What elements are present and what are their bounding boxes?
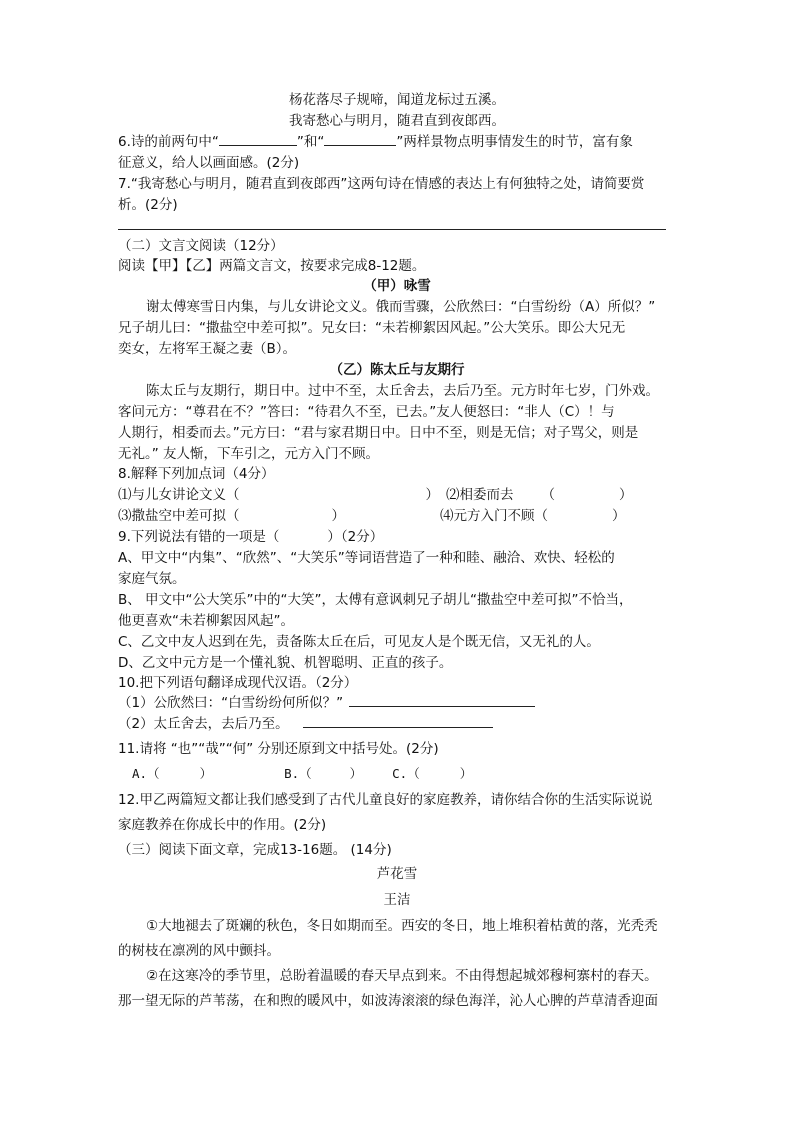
question-12-line-1: 12.甲乙两篇短文都让我们感受到了古代儿童良好的家庭教养，请你结合你的生活实际说说 (118, 792, 653, 808)
section-2-heading: （二）文言文阅读（12分） (118, 238, 284, 254)
question-8-item-3: ⑶撒盐空中差可拟（ ） (118, 508, 345, 524)
answer-blank[interactable] (349, 693, 535, 707)
section-3-heading: （三）阅读下面文章，完成13-16题。 (14分) (118, 842, 392, 858)
section-2-intro: 阅读【甲】【乙】两篇文言文，按要求完成8-12题。 (118, 258, 426, 274)
text-yi-line-1: 陈太丘与友期行，期日中。过中不至，太丘舍去，去后乃至。元方时年七岁，门外戏。 (146, 383, 659, 399)
question-9-title: 9.下列说法有错的一项是（ ）（2分） (118, 529, 384, 545)
poem-line-3: 杨花落尽子规啼，闻道龙标过五溪。 (289, 92, 505, 108)
question-8-item-2: ⑵相委而去 （ ） (446, 487, 633, 503)
text-jia-line-2: 兄子胡儿曰：“撒盐空中差可拟”。兄女曰：“未若柳絮因风起。”公大笑乐。即公大兄无 (118, 320, 626, 336)
text-yi-line-4: 无礼。” 友人惭，下车引之，元方入门不顾。 (118, 446, 380, 462)
article-title: 芦花雪 (376, 866, 418, 882)
answer-blank[interactable] (324, 132, 396, 146)
question-8-title: 8.解释下列加点词（4分） (118, 466, 275, 482)
option-d: D、乙文中元方是一个懂礼貌、机智聪明、正直的孩子。 (118, 655, 453, 671)
text-jia-line-1: 谢太傅寒雪日内集，与儿女讲论文义。俄而雪骤，公欣然曰：“白雪纷纷（A）所似？” (146, 299, 656, 315)
question-11-answers: A.（ ） B.（ ） C.（ ） (132, 766, 473, 781)
question-8-item-4: ⑷元方入门不顾（ ） (440, 508, 626, 524)
paragraph-1-line-2: 的树枝在凛冽的风中颤抖。 (118, 943, 280, 959)
question-6-line-1: 6.诗的前两句中“ ”和“ ”两样景物点明事情发生的时节，富有象 (118, 134, 633, 150)
text-jia-line-3: 奕女，左将军王凝之妻（B）。 (118, 341, 297, 357)
question-10-title: 10.把下列语句翻译成现代汉语。（2分） (118, 675, 358, 691)
text-yi-line-3: 人期行，相委而去。”元方曰：“君与家君期日中。日中不至，则是无信；对子骂父，则是 (118, 425, 639, 441)
poem-line-4: 我寄愁心与明月，随君直到夜郎西。 (289, 113, 505, 129)
paragraph-1-line-1: ①大地褪去了斑斓的秋色，冬日如期而至。西安的冬日，地上堆积着枯黄的落，光秃秃 (146, 918, 658, 934)
question-7-line-2: 析。(2分) (118, 197, 178, 213)
option-b-line-2: 他更喜欢“未若柳絮因风起”。 (118, 613, 294, 629)
text-jia-title: （甲）咏雪 (363, 278, 431, 294)
question-7-line-1: 7.“我寄愁心与明月，随君直到夜郎西”这两句诗在情感的表达上有何独特之处，请简要赏 (118, 176, 645, 192)
answer-line[interactable] (118, 229, 666, 230)
article-author: 王洁 (383, 892, 411, 908)
option-a-line-2: 家庭气氛。 (118, 571, 186, 587)
text-yi-title: （乙）陈太丘与友期行 (329, 362, 465, 378)
option-c: C、乙文中友人迟到在先，责备陈太丘在后，可见友人是个既无信，又无礼的人。 (118, 634, 600, 650)
question-6-line-2: 征意义，给人以画面感。(2分) (118, 155, 300, 171)
paragraph-2-line-1: ②在这寒冷的季节里，总盼着温暖的春天早点到来。不由得想起城郊穆柯寨村的春天。 (146, 968, 658, 984)
question-8-item-1: ⑴与儿女讲论文义（ ） (118, 487, 439, 503)
answer-blank[interactable] (303, 714, 493, 728)
paragraph-2-line-2: 那一望无际的芦苇荡，在和煦的暖风中，如波涛滚滚的绿色海洋，沁人心脾的芦草清香迎面 (118, 993, 658, 1009)
answer-blank[interactable] (219, 132, 297, 146)
option-b-line-1: B、 甲文中“公大笑乐”中的“大笑”，太傅有意讽刺兄子胡儿“撒盐空中差可拟”不恰当， (118, 592, 633, 608)
option-a-line-1: A、甲文中“内集”、“欣然”、“大笑乐”等词语营造了一种和睦、融洽、欢快、轻松的 (118, 550, 615, 566)
question-10-item-2: （2）太丘舍去，去后乃至。 (118, 714, 493, 734)
text-yi-line-2: 客问元方：“尊君在不？”答曰：“待君久不至，已去。”友人便怒曰：“非人（C）！与 (118, 404, 615, 420)
question-12-line-2: 家庭教养在你成长中的作用。(2分) (118, 817, 327, 833)
question-10-item-1: （1）公欣然曰：“白雪纷纷何所似？” (118, 693, 535, 713)
question-11-title: 11.请将 “也”“哉”“何” 分别还原到文中括号处。(2分) (118, 741, 439, 757)
